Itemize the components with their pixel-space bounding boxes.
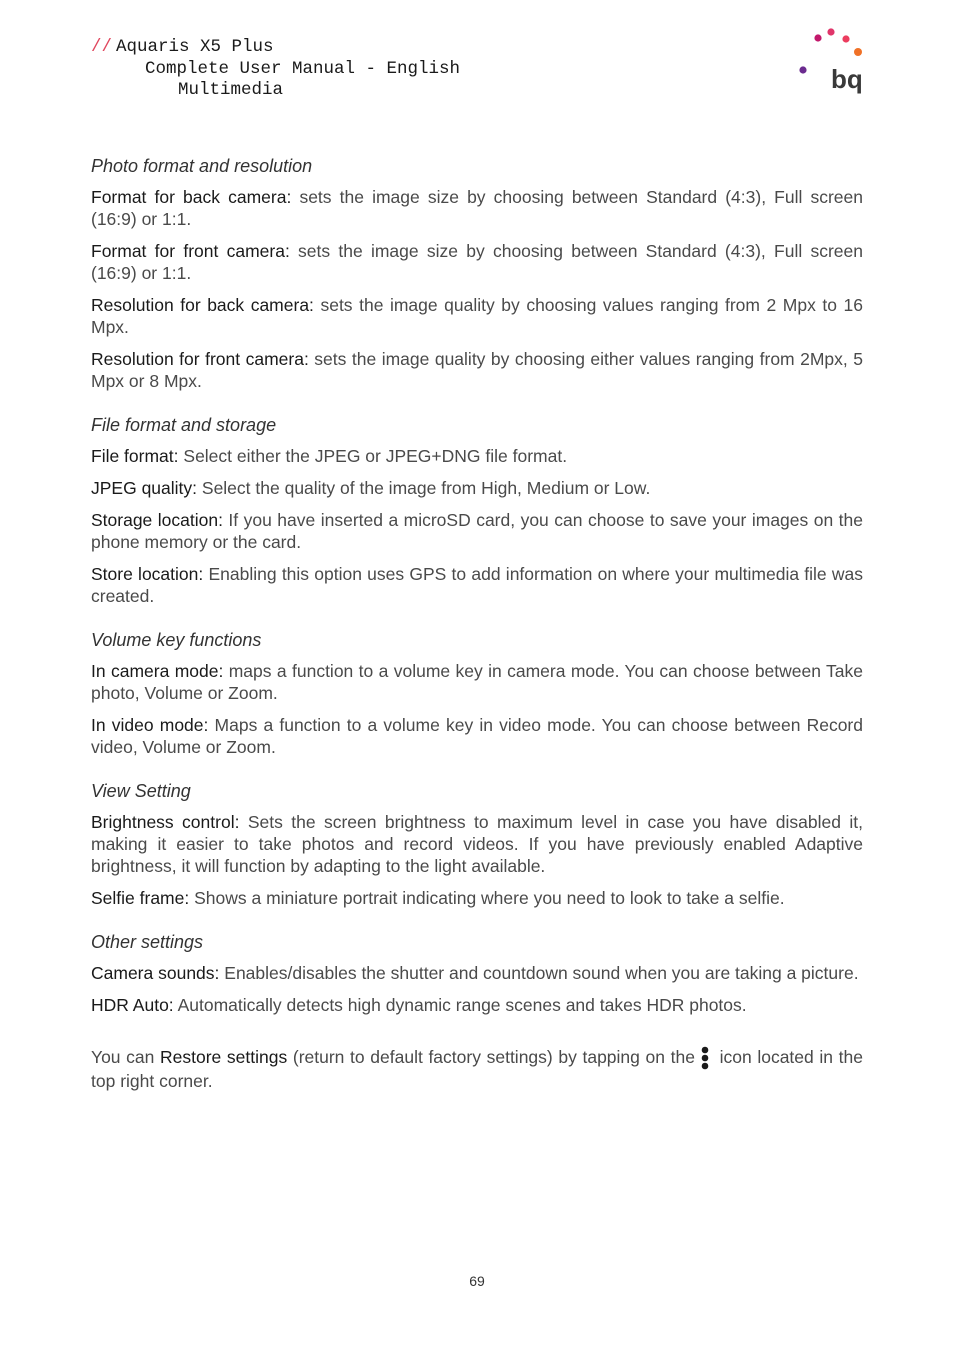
setting-term: Resolution for front camera: (91, 349, 309, 369)
page-number: 69 (469, 1273, 485, 1289)
setting-item (91, 887, 863, 909)
header-slash: // (91, 37, 113, 57)
setting-item (91, 240, 863, 284)
setting-term: Format for back camera: (91, 187, 292, 207)
setting-description: Sets the screen brightness to maximum level in case you have disabled it, making it easier to take photos and record videos. If you have previously enabled Adaptive brightness, it will function by adapting to the light available. (91, 812, 863, 876)
setting-description: Enabling this option uses GPS to add information on where your multimedia file was created. (91, 564, 864, 606)
setting-description: Enables/disables the shutter and countdown sound when you are taking a picture. (219, 963, 859, 983)
setting-item (91, 509, 863, 553)
main-content (91, 155, 863, 1102)
header-line-2: Complete User Manual - English (145, 58, 461, 79)
setting-item (91, 348, 863, 392)
restore-text-before: You can (91, 1047, 161, 1067)
setting-description: Select either the JPEG or JPEG+DNG file format. (178, 446, 568, 466)
document-header (91, 37, 460, 102)
section-title: File format and storage (91, 415, 277, 435)
setting-term: JPEG quality: (91, 478, 198, 498)
section-photo-format (91, 155, 863, 392)
bq-logo-icon (796, 26, 866, 96)
section-other-settings (91, 931, 863, 1016)
setting-item (91, 811, 863, 877)
setting-description: sets the image quality by choosing either values ranging from 2Mpx, 5 Mpx or 8 Mpx. (91, 349, 863, 391)
header-product: Aquaris X5 Plus (116, 37, 274, 57)
section-title: Volume key functions (91, 630, 262, 650)
setting-term: Format for front camera: (91, 241, 290, 261)
restore-text-after: icon located in the top right corner. (91, 1047, 863, 1091)
bq-logo (796, 26, 866, 96)
setting-term: In video mode: (91, 715, 209, 735)
setting-term: Brightness control: (91, 812, 240, 832)
setting-item (91, 962, 863, 984)
setting-item (91, 477, 863, 499)
setting-description: sets the image size by choosing between Standard (4:3), Full screen (16:9) or 1:1. (91, 187, 863, 229)
setting-term: In camera mode: (91, 661, 224, 681)
setting-description: sets the image quality by choosing values ranging from 2 Mpx to 16 Mpx. (91, 295, 863, 337)
setting-description: Automatically detects high dynamic range scenes and takes HDR photos. (173, 995, 747, 1015)
logo-text: bq (831, 64, 863, 94)
setting-item (91, 994, 863, 1016)
setting-item (91, 660, 863, 704)
section-file-format (91, 414, 863, 607)
setting-term: Selfie frame: (91, 888, 190, 908)
setting-item (91, 186, 863, 230)
more-vertical-icon (699, 1046, 711, 1070)
header-line-3: Multimedia (178, 80, 284, 100)
setting-term: Storage location: (91, 510, 223, 530)
section-volume-keys (91, 629, 863, 758)
setting-item (91, 714, 863, 758)
section-title: Other settings (91, 932, 204, 952)
setting-item (91, 294, 863, 338)
setting-description: Maps a function to a volume key in video mode. You can choose between Record video, Volume or Zoom. (91, 715, 863, 757)
setting-item (91, 445, 863, 467)
setting-description: Select the quality of the image from High, Medium or Low. (197, 478, 651, 498)
restore-term: Restore settings (160, 1047, 288, 1067)
setting-description: maps a function to a volume key in camera mode. You can choose between Take photo, Volume or Zoom. (91, 661, 864, 703)
setting-item (91, 563, 863, 607)
header-line-1 (91, 37, 460, 59)
setting-term: File format: (91, 446, 179, 466)
setting-term: HDR Auto: (91, 995, 174, 1015)
section-title: View Setting (91, 781, 191, 801)
setting-term: Camera sounds: (91, 963, 220, 983)
setting-description: Shows a miniature portrait indicating where you need to look to take a selfie. (189, 888, 785, 908)
section-view-setting (91, 780, 863, 909)
section-title: Photo format and resolution (91, 156, 313, 176)
setting-term: Resolution for back camera: (91, 295, 314, 315)
setting-description: sets the image size by choosing between Standard (4:3), Full screen (16:9) or 1:1. (91, 241, 863, 283)
setting-description: If you have inserted a microSD card, you can choose to save your images on the phone memory or the card. (91, 510, 863, 552)
restore-settings-note (91, 1046, 863, 1092)
setting-term: Store location: (91, 564, 204, 584)
restore-text-middle: (return to default factory settings) by tapping on the (287, 1047, 695, 1067)
